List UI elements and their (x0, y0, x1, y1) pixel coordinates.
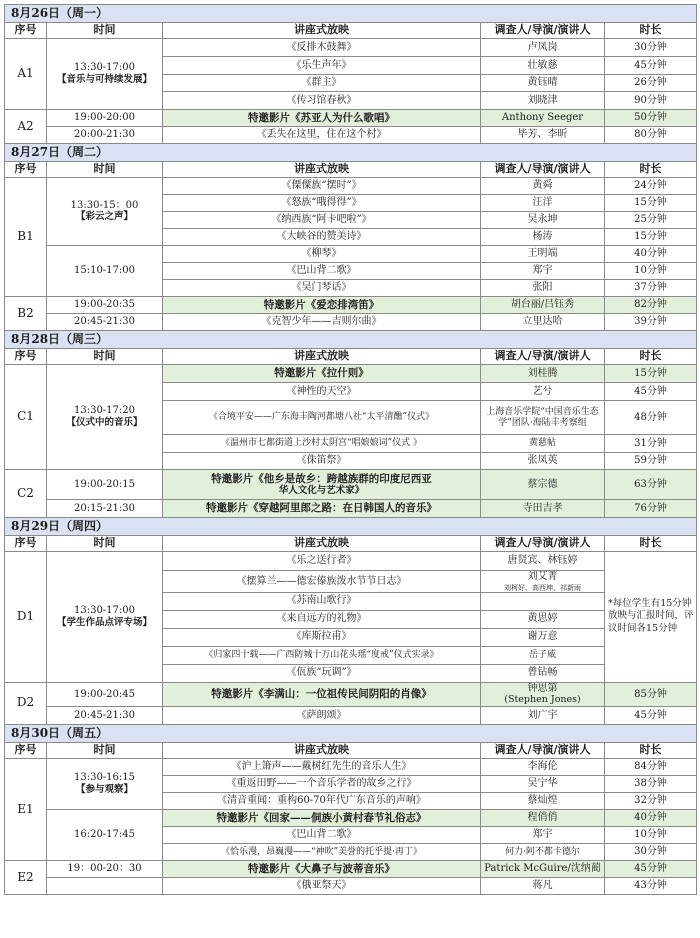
duration: 40分钟 (605, 809, 697, 826)
film-title (163, 758, 481, 775)
block-id: C2 (5, 470, 47, 518)
presenter-name: 岳子威 (528, 649, 556, 660)
film-title-text: 《归家四十载——广西防城十万山花头瑶“度戒”仪式实录》 (204, 649, 439, 660)
presenter (481, 453, 605, 470)
film-title-text: 特邀影片《大鼻子与波蒂音乐》 (248, 862, 395, 875)
duration: 15分钟 (605, 195, 697, 212)
duration: 82分钟 (605, 297, 697, 314)
presenter-name: 郑宇 (532, 265, 553, 277)
col-header-dur: 时长 (605, 349, 697, 365)
col-header-person: 调查人/导演/演讲人 (481, 536, 605, 552)
film-title (163, 628, 481, 646)
presenter (481, 246, 605, 263)
session-row (5, 297, 697, 314)
presenter-name: 杨涛 (532, 231, 553, 243)
presenter (481, 127, 605, 144)
film-title-text: 特邀影片《穿越阿里郎之路：在日韩国人的音乐》 (206, 502, 437, 515)
presenter (481, 826, 605, 843)
film-title (163, 646, 481, 664)
presenter (481, 229, 605, 246)
schedule-table (4, 4, 697, 895)
film-title (163, 877, 481, 894)
time-cell (47, 758, 163, 809)
film-title-text: 《乐生声年》 (291, 59, 352, 71)
film-title-text: 特邀影片《他乡是故乡：跨越族群的印度尼西亚 (211, 472, 432, 485)
time-range: 13:30-16:15 (73, 772, 135, 784)
presenter (481, 212, 605, 229)
film-title (163, 826, 481, 843)
col-header-no: 序号 (5, 23, 47, 39)
presenter-name: 张阳 (532, 282, 553, 294)
block-id: D2 (5, 682, 47, 724)
block-id: C1 (5, 365, 47, 470)
time-range: 13:30-15：00 (70, 199, 139, 211)
time-range: 13:30-17:20 (73, 405, 135, 417)
presenter-name: 毕芳、李昕 (517, 129, 568, 141)
presenter (481, 178, 605, 195)
presenter (481, 280, 605, 297)
film-title (163, 229, 481, 246)
film-title (163, 470, 481, 500)
day-label: 8月27日（周二） (5, 144, 697, 162)
film-title (163, 500, 481, 518)
session-row (5, 39, 697, 57)
presenter-name: 郑宇 (532, 829, 553, 841)
day-header-row (5, 518, 697, 536)
duration: 30分钟 (605, 843, 697, 860)
time-cell: 20:45-21:30 (47, 314, 163, 331)
film-title (163, 592, 481, 610)
presenter (481, 775, 605, 792)
session-row (5, 758, 697, 775)
film-title (163, 571, 481, 593)
presenter-name: 刘桂腾 (527, 367, 558, 379)
duration: 40分钟 (605, 246, 697, 263)
presenter (481, 628, 605, 646)
session-row (5, 178, 697, 195)
presenter (481, 401, 605, 435)
day-label: 8月29日（周四） (5, 518, 697, 536)
presenter (481, 39, 605, 57)
duration: 43分钟 (605, 877, 697, 894)
presenter-name: 何力·阿不都卡德尔 (505, 846, 580, 857)
time-cell: 19:00-20:35 (47, 297, 163, 314)
film-title-text: 《神性的天空》 (286, 385, 357, 397)
presenter (481, 195, 605, 212)
col-header-dur: 时长 (605, 23, 697, 39)
film-title-text: 《来自远方的礼物》 (276, 613, 367, 625)
film-title-text: 《佤族“玩调”》 (286, 667, 357, 679)
presenter (481, 571, 605, 593)
presenter (481, 500, 605, 518)
presenter (481, 470, 605, 500)
duration: 80分钟 (605, 127, 697, 144)
film-title (163, 365, 481, 383)
film-title-text: 特邀影片《李满山：一位祖传民间阴阳的肖像》 (211, 688, 432, 701)
time-cell: 19:00-20:15 (47, 470, 163, 500)
time-cell (47, 365, 163, 470)
duration: 24分钟 (605, 178, 697, 195)
film-title-text: 《萨朗颂》 (296, 709, 347, 721)
col-header-person: 调查人/导演/演讲人 (481, 162, 605, 178)
presenter (481, 809, 605, 826)
film-title-text: 《怒族“哦得得”》 (281, 197, 362, 209)
film-title (163, 75, 481, 92)
film-title-text: 《巴山背二歌》 (286, 265, 357, 277)
film-title-text: 《群主》 (301, 77, 342, 89)
duration: 31分钟 (605, 435, 697, 453)
presenter-secondary: (Stephen Jones) (504, 694, 581, 706)
film-title (163, 860, 481, 877)
presenter-name: 艺兮 (532, 385, 553, 397)
col-header-no: 序号 (5, 536, 47, 552)
day-header-row (5, 331, 697, 349)
film-title (163, 212, 481, 229)
col-header-person: 调查人/导演/演讲人 (481, 349, 605, 365)
presenter-name: 汪洋 (532, 197, 553, 209)
presenter-name: 程俏俏 (527, 812, 558, 824)
film-title (163, 435, 481, 453)
col-header-dur: 时长 (605, 536, 697, 552)
presenter-name: 黄钰晴 (527, 77, 558, 89)
session-row (5, 127, 697, 144)
film-title-text: 《清音重闻：重构60-70年代广东音乐的声响》 (217, 795, 426, 807)
duration-note: *每位学生有15分钟放映与汇报时间，评议时间各15分钟 (605, 552, 697, 683)
session-theme: 【音乐与可持续发展】 (56, 73, 152, 85)
day-label: 8月28日（周三） (5, 331, 697, 349)
film-title-text: 《苏南山歌行》 (286, 595, 357, 607)
duration: 63分钟 (605, 470, 697, 500)
col-header-no: 序号 (5, 162, 47, 178)
time-range: 16:20-17:45 (73, 829, 135, 841)
film-title-text: 《库斯拉甫》 (291, 631, 352, 643)
block-id: A1 (5, 39, 47, 110)
duration: 32分钟 (605, 792, 697, 809)
presenter (481, 843, 605, 860)
time-cell: 19：00-20：30 (47, 860, 163, 877)
day-header-row (5, 144, 697, 162)
session-row (5, 314, 697, 331)
film-title-line2: 华人文化与艺术家》 (278, 484, 365, 496)
column-header-row (5, 162, 697, 178)
presenter-secondary: 刘柯好、高西坤、祁新雨 (504, 583, 581, 592)
film-title-text: 《吴门琴话》 (291, 282, 352, 294)
duration: 25分钟 (605, 212, 697, 229)
film-title-text: 《纳西族“阿卡吧啦”》 (271, 214, 372, 226)
film-title (163, 314, 481, 331)
presenter-name: 刘艾菁 (527, 571, 558, 582)
block-id: E1 (5, 758, 47, 860)
film-title-text: 《侏笛祭》 (296, 455, 347, 467)
film-title-text: 《克智少年——吉则尔曲》 (261, 316, 382, 328)
presenter-name: Patrick McGuire/沈纳蔺 (484, 863, 601, 875)
duration: 38分钟 (605, 775, 697, 792)
film-title (163, 57, 481, 75)
duration: 85分钟 (605, 682, 697, 706)
film-title-text: 《傈僳族“摆时”》 (281, 180, 362, 192)
presenter (481, 610, 605, 628)
session-row (5, 470, 697, 500)
film-title (163, 246, 481, 263)
duration: 50分钟 (605, 110, 697, 127)
block-id: A2 (5, 110, 47, 144)
presenter (481, 664, 605, 682)
film-title-text: 《反排木鼓舞》 (286, 41, 357, 53)
presenter (481, 435, 605, 453)
presenter (481, 646, 605, 664)
block-id: D1 (5, 552, 47, 683)
film-title (163, 280, 481, 297)
duration: 45分钟 (605, 860, 697, 877)
duration: 15分钟 (605, 365, 697, 383)
duration: 26分钟 (605, 75, 697, 92)
presenter-name: 钟思第 (527, 682, 558, 694)
session-row (5, 246, 697, 263)
time-range: 13:30-17:00 (73, 605, 135, 617)
film-title-text: 《丢失在这里，住在这个村》 (256, 129, 387, 141)
film-title (163, 552, 481, 571)
duration: 84分钟 (605, 758, 697, 775)
col-header-time: 时间 (47, 23, 163, 39)
film-title-text: 特邀影片《拉什则》 (274, 367, 369, 380)
time-cell (47, 877, 163, 894)
duration: 45分钟 (605, 706, 697, 724)
duration: 10分钟 (605, 826, 697, 843)
session-row (5, 877, 697, 894)
col-header-person: 调查人/导演/演讲人 (481, 742, 605, 758)
presenter-name: 刘晓津 (527, 94, 558, 106)
presenter-name: 蔡灿煌 (527, 795, 558, 807)
film-title-text: 特邀影片《爱恋排湾笛》 (263, 298, 380, 311)
col-header-dur: 时长 (605, 742, 697, 758)
duration: 76分钟 (605, 500, 697, 518)
film-title (163, 610, 481, 628)
session-theme: 【仪式中的音乐】 (66, 416, 143, 428)
film-title-text: 《俄亚祭天》 (291, 880, 352, 892)
duration: 90分钟 (605, 92, 697, 110)
time-cell (47, 178, 163, 246)
session-row (5, 365, 697, 383)
film-title-text: 《温州市七都街道上沙村太阴宫“唱娘娘词”仪式 》 (220, 438, 423, 449)
col-header-film: 讲座式放映 (163, 349, 481, 365)
film-title-text: 特邀影片《回家——侗族小黄村春节礼俗志》 (216, 811, 427, 824)
film-title (163, 792, 481, 809)
presenter (481, 75, 605, 92)
film-title (163, 706, 481, 724)
time-cell (47, 552, 163, 683)
presenter-name: 曾钻畅 (527, 667, 558, 679)
time-cell: 19:00-20:00 (47, 110, 163, 127)
day-header-row (5, 5, 697, 23)
presenter-name: Anthony Seeger (501, 112, 584, 124)
presenter (481, 57, 605, 75)
film-title-text: 特邀影片《苏亚人为什么歌唱》 (248, 111, 395, 124)
time-range: 13:30-17:00 (73, 62, 135, 74)
col-header-film: 讲座式放映 (163, 23, 481, 39)
day-label: 8月30日（周五） (5, 724, 697, 742)
presenter-name: 蒋凡 (532, 880, 553, 892)
film-title (163, 297, 481, 314)
film-title (163, 92, 481, 110)
session-theme: 【彩云之声】 (75, 211, 133, 223)
film-title (163, 383, 481, 401)
col-header-no: 序号 (5, 349, 47, 365)
duration: 59分钟 (605, 453, 697, 470)
film-title (163, 127, 481, 144)
film-title-text: 《柳琴》 (301, 248, 342, 260)
presenter (481, 860, 605, 877)
duration: 37分钟 (605, 280, 697, 297)
presenter (481, 758, 605, 775)
time-cell (47, 809, 163, 860)
presenter-name: 寺田吉孝 (522, 502, 563, 514)
presenter-name: 王明端 (527, 248, 558, 260)
presenter (481, 92, 605, 110)
film-title (163, 110, 481, 127)
presenter (481, 877, 605, 894)
presenter (481, 314, 605, 331)
presenter-name: 胡台丽/吕钰秀 (510, 299, 575, 311)
time-cell: 20:00-21:30 (47, 127, 163, 144)
col-header-film: 讲座式放映 (163, 536, 481, 552)
duration: 10分钟 (605, 263, 697, 280)
block-id: B1 (5, 178, 47, 297)
film-title-text: 《合境平安——广东海丰陶河都塘八社“太平清醮”仪式》 (208, 412, 435, 423)
presenter-name: 李海伦 (527, 761, 558, 773)
presenter-name: 吴宁华 (527, 778, 558, 790)
duration: 39分钟 (605, 314, 697, 331)
film-title-text: 《乐之送行者》 (286, 555, 357, 567)
presenter (481, 592, 605, 610)
presenter-name: 黄思婷 (527, 613, 558, 625)
col-header-time: 时间 (47, 349, 163, 365)
col-header-time: 时间 (47, 162, 163, 178)
column-header-row (5, 23, 697, 39)
presenter-name: 唐贤宾、林钰婷 (507, 555, 578, 567)
col-header-person: 调查人/导演/演讲人 (481, 23, 605, 39)
film-title-text: 《巴山背二歌》 (286, 829, 357, 841)
session-row (5, 682, 697, 706)
film-title-text: 《摆算兰——德宏傣族泼水节节日志》 (236, 575, 407, 587)
film-title (163, 664, 481, 682)
column-header-row (5, 742, 697, 758)
film-title (163, 453, 481, 470)
col-header-time: 时间 (47, 536, 163, 552)
time-cell (47, 39, 163, 110)
duration: 45分钟 (605, 383, 697, 401)
presenter-name: 壮敏慈 (527, 59, 558, 71)
session-row (5, 110, 697, 127)
film-title (163, 195, 481, 212)
presenter-name: 黄舜 (532, 180, 553, 192)
presenter (481, 365, 605, 383)
session-theme: 【学生作品点评专场】 (56, 616, 152, 628)
presenter (481, 383, 605, 401)
film-title (163, 809, 481, 826)
presenter-name: 吴永坤 (527, 214, 558, 226)
session-row (5, 500, 697, 518)
film-title (163, 401, 481, 435)
presenter-name: 蔡宗德 (527, 478, 558, 490)
film-title (163, 843, 481, 860)
session-row (5, 706, 697, 724)
session-row (5, 809, 697, 826)
presenter (481, 792, 605, 809)
presenter (481, 110, 605, 127)
block-id: B2 (5, 297, 47, 331)
film-title (163, 682, 481, 706)
duration: 45分钟 (605, 57, 697, 75)
film-title (163, 263, 481, 280)
presenter-name: 刘广宇 (527, 709, 558, 721)
film-title (163, 178, 481, 195)
presenter (481, 263, 605, 280)
film-title-text: 《沪上箫声——戴树红先生的音乐人生》 (231, 761, 412, 773)
film-title-text: 《重返田野——一个音乐学者的故乡之行》 (226, 778, 417, 790)
day-header-row (5, 724, 697, 742)
presenter-name: 立里达哈 (522, 316, 563, 328)
time-cell: 20:45-21:30 (47, 706, 163, 724)
session-row (5, 860, 697, 877)
time-cell (47, 246, 163, 297)
col-header-time: 时间 (47, 742, 163, 758)
presenter-name: 上海音乐学院“中国音乐生态学”团队·海陆丰考察组 (486, 407, 599, 428)
column-header-row (5, 536, 697, 552)
session-theme: 【参与观察】 (75, 783, 133, 795)
column-header-row (5, 349, 697, 365)
day-label: 8月26日（周一） (5, 5, 697, 23)
film-title-text: 《传习馆春秋》 (286, 94, 357, 106)
block-id: E2 (5, 860, 47, 894)
film-title (163, 775, 481, 792)
duration: 15分钟 (605, 229, 697, 246)
presenter (481, 297, 605, 314)
presenter-name: 卢凤岗 (527, 41, 558, 53)
presenter (481, 552, 605, 571)
presenter-name: 张凤英 (527, 455, 558, 467)
film-title (163, 39, 481, 57)
presenter-name: 黄慈帖 (528, 438, 556, 449)
col-header-film: 讲座式放映 (163, 742, 481, 758)
film-title-text: 《大峡谷的赞美诗》 (276, 231, 367, 243)
film-title-text: 《恰乐漫，昂巍漫——“神吹”美誉的托乎提·再丁》 (220, 846, 423, 857)
time-cell: 20:15-21:30 (47, 500, 163, 518)
presenter (481, 682, 605, 706)
presenter-name: 谢万意 (527, 631, 558, 643)
time-range: 15:10-17:00 (73, 265, 135, 277)
time-cell: 19:00-20:45 (47, 682, 163, 706)
col-header-no: 序号 (5, 742, 47, 758)
duration: 48分钟 (605, 401, 697, 435)
col-header-dur: 时长 (605, 162, 697, 178)
session-row (5, 552, 697, 571)
col-header-film: 讲座式放映 (163, 162, 481, 178)
presenter (481, 706, 605, 724)
duration: 30分钟 (605, 39, 697, 57)
